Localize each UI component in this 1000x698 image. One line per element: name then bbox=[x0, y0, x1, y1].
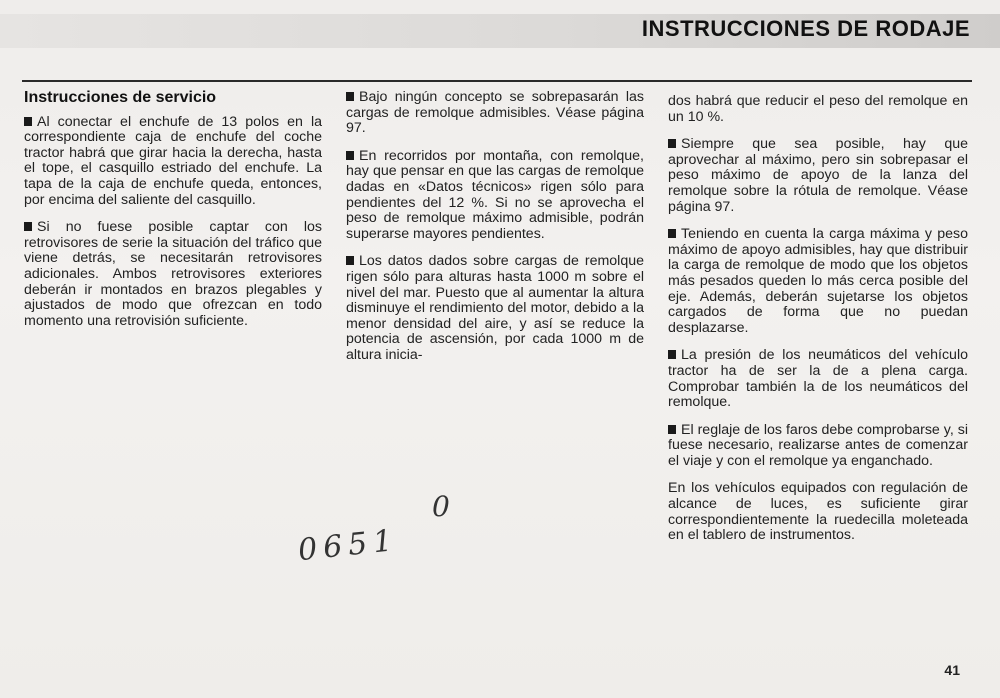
bullet-square-icon bbox=[346, 151, 354, 160]
header-rule bbox=[22, 80, 972, 82]
handwritten-mark: 0 bbox=[432, 490, 450, 523]
bullet-square-icon bbox=[346, 256, 354, 265]
bullet-square-icon bbox=[668, 229, 676, 238]
bullet-square-icon bbox=[24, 117, 32, 126]
paragraph bbox=[668, 423, 968, 470]
paragraph-text: Si no fuese posible captar con los retrovisores de serie la situación del tráfico que viene detrás, se necesitarán retrovisores adicionales. Ambos retrovisores exteriores deberán ir montados en brazos plegables y ajustados de modo que ofrezcan en todo momento una retrovisión suficiente. bbox=[24, 219, 322, 329]
paragraph bbox=[668, 348, 968, 410]
closing-paragraph: En los vehículos equipados con regulación de alcance de luces, es suficiente girar correspondientemente la ruedecilla moleteada en el tablero de instrumentos. bbox=[668, 480, 968, 544]
paragraph bbox=[24, 220, 322, 329]
bullet-square-icon bbox=[668, 350, 676, 359]
paragraph-text: Al conectar el enchufe de 13 polos en la correspondiente caja de enchufe del coche tractor habrá que girar hacia la derecha, hasta el tope, el casquillo estriado del enchufe. La tapa de la caja de enchufe queda, entonces, por encima del saliente del casquillo. bbox=[24, 113, 322, 208]
handwritten-number: 0651 bbox=[296, 522, 400, 569]
paragraph-text: El reglaje de los faros debe comprobarse y, si fuese necesario, realizarse antes de comenzar el viaje y con el remolque ya enganchado. bbox=[668, 421, 968, 469]
bullet-square-icon bbox=[668, 425, 676, 434]
paragraph bbox=[346, 149, 644, 243]
paragraph-text: Teniendo en cuenta la carga máxima y peso máximo de apoyo admisibles, hay que distribuir la carga de remolque de modo que los objetos más pesados queden lo más cerca posible del eje. Además, deberán sujetarse los objetos cargados de forma que no puedan desplazarse. bbox=[668, 226, 968, 336]
section-title: Instrucciones de servicio bbox=[24, 89, 217, 106]
column-middle bbox=[346, 90, 644, 376]
paragraph bbox=[24, 115, 322, 209]
paragraph-text: Los datos dados sobre cargas de remolque rigen sólo para alturas hasta 1000 m sobre el nivel del mar. Puesto que al aumentar la altura disminuye el rendimiento del motor, debido a la menor densidad del aire, y así se reduce la potencia de ascensión, por cada 1000 m de altura inicia- bbox=[346, 253, 644, 363]
column-left bbox=[24, 90, 322, 341]
column-right bbox=[668, 94, 968, 556]
page-number: 41 bbox=[944, 662, 960, 678]
paragraph-text: Siempre que sea posible, hay que aprovechar al máximo, pero sin sobrepasar el peso máximo de apoyo de la lanza del remolque sobre la rótula de remolque. Véase página 97. bbox=[668, 136, 968, 215]
continuation-paragraph: dos habrá que reducir el peso del remolque en un 10 %. bbox=[668, 93, 968, 125]
bullet-square-icon bbox=[346, 92, 354, 101]
bullet-square-icon bbox=[24, 222, 32, 231]
paragraph bbox=[346, 254, 644, 363]
bullet-square-icon bbox=[668, 139, 676, 148]
paragraph bbox=[668, 227, 968, 336]
paragraph-text: Bajo ningún concepto se sobrepasarán las cargas de remolque admisibles. Véase página 97. bbox=[346, 89, 644, 137]
paragraph-text: En recorridos por montaña, con remolque, hay que pensar en que las cargas de remolque dadas en «Datos técnicos» rigen sólo para pendientes del 12 %. Si no se aprovecha el peso de remolque máximo admisible, podrán superarse mayores pendientes. bbox=[346, 147, 644, 242]
page-header-title: INSTRUCCIONES DE RODAJE bbox=[641, 16, 970, 41]
paragraph-text: La presión de los neumáticos del vehículo tractor ha de ser la de a plena carga. Comprobar también la de los neumáticos del remolque. bbox=[668, 347, 968, 411]
paragraph bbox=[668, 137, 968, 215]
paragraph bbox=[346, 90, 644, 137]
